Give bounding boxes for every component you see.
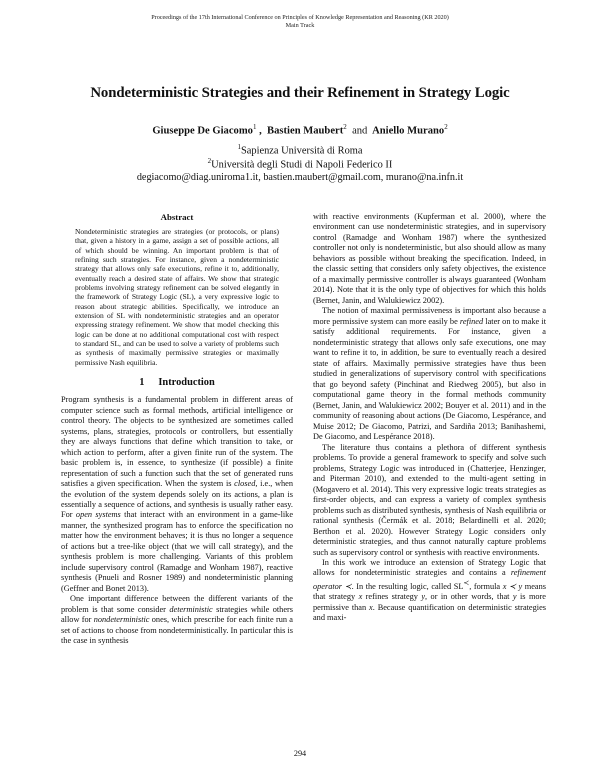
- text-run: One important difference between the different variants of the problem is that some consider: [61, 594, 293, 614]
- affil-sapienza: Sapienza Università di Roma: [241, 145, 363, 157]
- emphasis: nondeterministic: [93, 615, 150, 625]
- math-var: y: [421, 592, 426, 602]
- math-formula: x ≺ y: [502, 581, 523, 591]
- affil-mark: 1: [237, 143, 241, 151]
- text-run: In this work we introduce an extension of Strategy Logic that allows for nondeterministic strategies and contains a: [313, 557, 546, 578]
- text-run: The notion of maximal permissiveness is important also because a more permissive system can more easily be: [313, 306, 546, 326]
- text-run: later on to make it satisfy additional requirements. For instance, given a nondeterministic strategy that allows only safe executions, one may want to refine it to, in addition, be sure to eventually reach a desired state of affairs. Maximally permissive strategies have thus been studied in generalizations of supervisory control with specifications that go beyond safety (Pinchinat and Riedweg 2005), but also in computational game theory in the formal methods community (Bernet, Janin, and Walukiewicz 2002; Bouyer et al. 2011) and in the community of reasoning about actions (De Giacomo, Lespérance, and Muise 2012; De Giacomo, Patrizi, and Sardiña 2013; Banihashemi, De Giacomo, and Lespérance 2018).: [313, 316, 546, 442]
- running-head: [0, 14, 600, 30]
- text-run: , formula: [469, 581, 503, 591]
- author-de-giacomo: Giuseppe De Giacomo: [152, 125, 253, 137]
- text-run: refines strategy: [362, 592, 422, 602]
- text-run: that interact with an environment in a game-like manner, the synthesized program has to enforce the specification no matter how the environment behaves; it is thus no longer a sequence of actions but a tree-like object (that we will call strategy), and the synthesis problem is more challenging. Variants of this problem include supervisory control (Ramadge and Wonham 1987), reactive synthesis (Pnueli and Rosner 1989) and nondeterministic planning (Geffner and Bonet 2013).: [61, 510, 294, 593]
- running-head-track: Main Track: [285, 22, 315, 30]
- right-paragraph-4: [313, 558, 546, 624]
- emphasis: refinement operator ≺: [313, 568, 546, 591]
- right-column: [313, 212, 546, 624]
- text-run: ones, which prescribe for each finite run a set of actions to choose from nondeterministically. In particular this is the case in synthesis: [61, 615, 293, 646]
- math-var: y: [512, 592, 517, 602]
- text-run: strategies while others allow for: [61, 604, 293, 625]
- emphasis: refined: [459, 316, 484, 326]
- author-emails: degiacomo@diag.uniroma1.it, bastien.maubert@gmail.com, murano@na.infn.it: [136, 172, 464, 183]
- text-run: is more permissive than: [313, 592, 546, 612]
- paper-title: Nondeterministic Strategies and their Refinement in Strategy Logic: [90, 85, 510, 101]
- author-maubert: Bastien Maubert: [267, 125, 344, 137]
- running-head-proceedings: Proceedings of the 17th International Conference on Principles of Knowledge Representation and Reasoning (KR 2020): [151, 14, 449, 21]
- text-run: Program synthesis is a fundamental problem in different areas of computer science such as formal methods, artificial intelligence or control theory. The objects to be synthesized are sometimes called systems, plans, strategies, protocols or controllers, but essentially they are always functions that define which transition to take, or which action to perform, after a given finite run of the system. The basic problem is, in essence, to synthesize (if possible) a finite representation of such a function such that the set of generated runs satisfies a given specification. When the system is: [61, 395, 293, 489]
- affiliation-2: [0, 155, 600, 171]
- left-column: [61, 212, 293, 647]
- author-murano: Aniello Murano: [372, 125, 445, 137]
- page-number: 294: [293, 749, 307, 758]
- author-and: and: [352, 125, 368, 137]
- author-affil-mark: 2: [444, 123, 448, 131]
- intro-paragraph-1: [61, 395, 293, 594]
- abstract-heading: Abstract: [160, 212, 194, 222]
- right-paragraph-1: with reactive environments (Kupferman et al. 2000), where the environment can use nondeterministic strategies, and in supervisory control (Ramadge and Wonham 1987) where the synthesized controller not only is nondeterministic, but also should allow as many behaviors as possible without breaking the specification. Indeed, in the classic setting that considers only safety objectives, the existence of a maximally permissive controller is always guaranteed (Wonham 2014). Note that it is the only type of objectives for which this holds (Bernet, Janin, and Walukiewicz 2002).: [313, 212, 546, 305]
- section-heading-introduction: [61, 377, 293, 389]
- text-run: . In the resulting logic, called SL: [351, 581, 464, 591]
- author-list: Giuseppe De Giacomo$^1$ , Bastien Maubert$^2$ and Aniello Murano$^2$: [152, 123, 448, 137]
- affil-mark: 2: [207, 157, 212, 165]
- right-paragraph-3: The literature thus contains a plethora of different synthesis problems. To provide a general framework to specify and solve such problems, Strategy Logic was introduced in (Chatterjee, Henzinger, and Piterman 2010), and extended to the multi-agent setting in (Mogavero et al. 2014). This very expressive logic treats strategies as first-order objects, and can express a variety of complex synthesis problems such as distributed synthesis, synthesis of Nash equilibria or rational synthesis (Čermák et al. 2018; Belardinelli et al. 2020; Berthon et al. 2020). However Strategy Logic considers only deterministic strategies, and thus cannot naturally capture problems such as supervisory control or synthesis with reactive environments.: [313, 442, 546, 557]
- intro-paragraph-2: [61, 594, 293, 646]
- author-affil-mark: 2: [343, 123, 347, 131]
- text-run: . Because quantification on deterministic strategies and maxi-: [313, 602, 546, 623]
- affil-napoli: Università degli Studi di Napoli Federico II: [211, 159, 393, 171]
- abstract-body: [75, 227, 279, 367]
- emphasis: closed: [234, 479, 256, 489]
- emphasis: deterministic: [169, 604, 213, 614]
- author-affil-mark: 1: [252, 123, 257, 131]
- superscript: ≺: [463, 579, 470, 587]
- math-var: x: [358, 592, 363, 602]
- text-run: means that strategy: [313, 581, 546, 602]
- right-paragraph-2: [313, 306, 546, 442]
- section-number: 1: [139, 377, 145, 389]
- math-var: x: [369, 602, 373, 612]
- section-title: Introduction: [158, 377, 215, 389]
- text-run: , i.e., when the evolution of the system depends solely on its actions, a plan is essentially a sequence of actions, and synthesis is usually rather easy. For: [61, 479, 294, 520]
- text-run: , or in other words, that: [425, 592, 513, 602]
- abstract-text: Nondeterministic strategies are strategies (or protocols, or plans) that, given a history in a game, assign a set of possible actions, all of which should be winning. An important problem is that of refining such strategies. For instance, given a nondeterministic strategy that allows only safe executions, refine it to, additionally, eventually reach a desired state of affairs. We show that strategic problems involving strategy refinement can be solved elegantly in the framework of Strategy Logic (SL), a very expressive logic to reason about strategic abilities. Specifically, we introduce an extension of SL with nondeterministic strategies and an operator expressing strategy refinement. We show that model checking this logic can be done at no additional computational cost with respect to standard SL, and can be used to solve a variety of problems such as synthesis of maximally permissive strategies or maximally permissive Nash equilibria.: [75, 227, 279, 367]
- emphasis: open systems: [75, 510, 121, 520]
